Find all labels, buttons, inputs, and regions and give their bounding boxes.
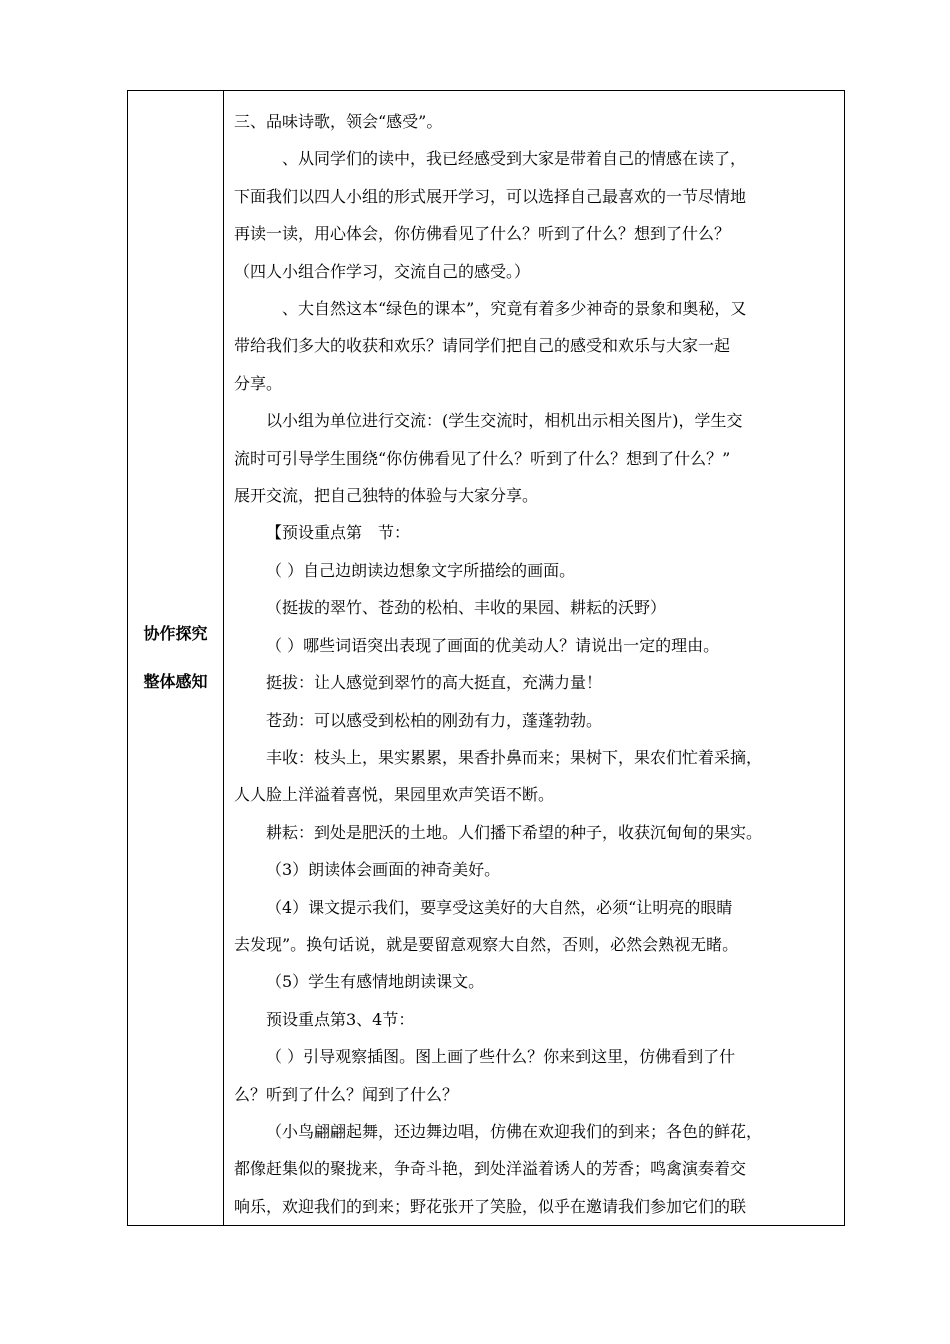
content-line: 预设重点第3、4节： (266, 1009, 415, 1029)
content-line: （ ）自己边朗读边想象文字所描绘的画面。 (266, 560, 576, 580)
content-line: 苍劲：可以感受到松柏的刚劲有力，蓬蓬勃勃。 (266, 710, 603, 730)
content-line: （3）朗读体会画面的神奇美好。 (266, 860, 501, 880)
content-line: 三、品味诗歌，领会“感受”。 (234, 112, 443, 131)
content-line: 、大自然这本“绿色的课本”，究竟有着多少神奇的景象和奥秘，又 (282, 299, 747, 319)
content-line: 展开交流，把自己独特的体验与大家分享。 (234, 486, 539, 506)
table-row (128, 91, 845, 1226)
section-content-cell (224, 91, 845, 1226)
section-label-line-1: 协作探究 (143, 624, 208, 644)
content-line: 流时可引导学生围绕“你仿佛看见了什么？听到了什么？想到了什么？” (234, 448, 731, 468)
content-line: 、从同学们的读中，我已经感受到大家是带着自己的情感在读了， (282, 149, 747, 169)
content-line: （挺拔的翠竹、苍劲的松柏、丰收的果园、耕耘的沃野） (266, 598, 667, 618)
content-line: 分享。 (234, 373, 283, 393)
content-line: （4）课文提示我们，要享受这美好的大自然，必须“让明亮的眼睛 (266, 897, 733, 917)
content-lines (234, 103, 840, 1225)
content-line: 响乐，欢迎我们的到来；野花张开了笑脸，似乎在邀请我们参加它们的联 (234, 1196, 747, 1216)
lesson-table (127, 90, 845, 1226)
content-line: （ ）哪些词语突出表现了画面的优美动人？请说出一定的理由。 (266, 635, 720, 655)
content-line: （5）学生有感情地朗读课文。 (266, 972, 485, 992)
content-line: 带给我们多大的收获和欢乐？请同学们把自己的感受和欢乐与大家一起 (234, 336, 731, 356)
content-line: 去发现”。换句话说，就是要留意观察大自然，否则，必然会熟视无睹。 (234, 934, 739, 954)
content-line: 挺拔：让人感觉到翠竹的高大挺直，充满力量！ (266, 673, 603, 693)
content-line: 么？听到了什么？闻到了什么？ (234, 1084, 459, 1104)
section-label-cell (128, 91, 224, 1226)
content-line: 再读一读，用心体会，你仿佛看见了什么？听到了什么？想到了什么？ (234, 224, 731, 244)
content-line: 丰收：枝头上，果实累累，果香扑鼻而来；果树下，果农们忙着采摘， (266, 747, 763, 767)
content-line: 人人脸上洋溢着喜悦，果园里欢声笑语不断。 (234, 785, 555, 805)
content-line: （ ）引导观察插图。图上画了些什么？你来到这里，仿佛看到了什 (266, 1047, 736, 1067)
section-label-line-2: 整体感知 (143, 672, 208, 692)
content-line: 【预设重点第 节： (266, 523, 411, 543)
content-line: 耕耘：到处是肥沃的土地。人们播下希望的种子，收获沉甸甸的果实。 (266, 822, 763, 842)
content-line: 下面我们以四人小组的形式展开学习，可以选择自己最喜欢的一节尽情地 (234, 186, 747, 206)
content-line: 都像赶集似的聚拢来，争奇斗艳，到处洋溢着诱人的芳香；鸣禽演奏着交 (234, 1159, 747, 1179)
content-line: 以小组为单位进行交流：(学生交流时，相机出示相关图片)，学生交 (266, 411, 743, 431)
content-line: （四人小组合作学习，交流自己的感受。） (234, 261, 531, 281)
content-line: （小鸟翩翩起舞，还边舞边唱，仿佛在欢迎我们的到来；各色的鲜花， (266, 1121, 763, 1141)
